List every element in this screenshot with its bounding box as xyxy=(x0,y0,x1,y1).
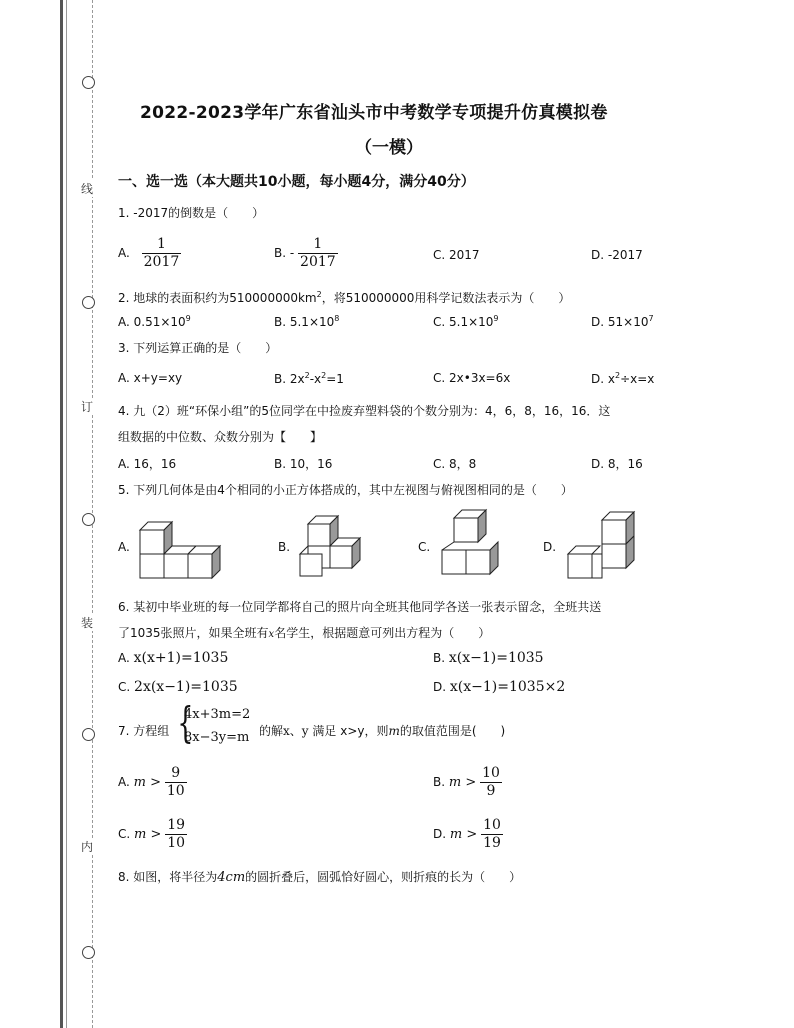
q7-c-fraction xyxy=(165,817,187,852)
q6-c-label: C. xyxy=(118,680,131,694)
q8-post: 的圆折叠后，圆弧恰好圆心，则折痕的长为（ ） xyxy=(245,870,522,884)
q7-a-den: 10 xyxy=(166,783,185,799)
q2-option-a[interactable] xyxy=(118,314,191,329)
q7-stem-rest xyxy=(259,722,505,739)
binding-char-ding: 订 xyxy=(81,400,94,414)
q7-equation-1: 4x+3m=2 xyxy=(184,707,251,722)
q8-value: 4cm xyxy=(217,870,246,885)
q4-option-d[interactable]: D. 8，16 xyxy=(591,457,643,471)
binding-hole xyxy=(82,513,95,526)
q1-a-numerator: 1 xyxy=(142,236,182,254)
q6-c-equation: 2x(x−1)=1035 xyxy=(134,679,238,695)
q5-option-a[interactable]: A. xyxy=(118,540,130,554)
q2-a-text: A. 0.51×10 xyxy=(118,315,186,329)
q2-b-sup: 8 xyxy=(334,314,340,323)
q2-stem-sup: 2 xyxy=(316,290,322,299)
q7-equation-2: 8x−3y=m xyxy=(184,730,250,745)
q7-mid1: 的解 xyxy=(259,724,284,738)
q2-option-d[interactable] xyxy=(591,314,654,329)
q4-option-a[interactable]: A. 16，16 xyxy=(118,457,177,471)
q7-a-lhs: m > xyxy=(133,775,161,790)
q2-stem-text: 2. 地球的表面积约为510000000km xyxy=(118,291,317,305)
q7-option-d[interactable] xyxy=(433,817,503,852)
q3-b-s1: 2 xyxy=(304,371,310,380)
q7-c-num: 19 xyxy=(167,817,186,833)
q5-option-c[interactable]: C. xyxy=(418,540,431,554)
q5-figure-c xyxy=(440,508,510,578)
q5-figure-a xyxy=(138,518,238,582)
q6-a-label: A. xyxy=(118,651,130,665)
q7-m: m xyxy=(388,724,400,738)
q7-b-den: 9 xyxy=(486,783,496,799)
q7-c-lhs: m > xyxy=(134,827,162,842)
q7-option-b[interactable] xyxy=(433,765,502,800)
q5-option-d[interactable]: D. xyxy=(543,540,557,554)
q3-b-t1: B. 2x xyxy=(274,372,305,386)
q3-d-sup: 2 xyxy=(614,371,621,380)
q4-stem-line1: 4. 九（2）班“环保小组”的5位同学在中捡废弃塑料袋的个数分别为：4，6，8，16，16．这 xyxy=(118,404,611,418)
q7-d-num: 10 xyxy=(483,817,501,833)
binding-hole xyxy=(82,728,95,741)
q7-a-label: A. xyxy=(118,775,130,789)
q7-stem-pre: 7. 方程组 xyxy=(118,724,170,738)
binding-bar-thin xyxy=(66,0,67,1028)
q4-stem-line2: 组数据的中位数、众数分别为【 】 xyxy=(118,430,323,444)
q7-d-den: 19 xyxy=(483,835,501,851)
q7-b-label: B. xyxy=(433,775,446,789)
q6-b-equation: x(x−1)=1035 xyxy=(448,650,544,666)
exam-subtitle: （一模） xyxy=(355,138,423,158)
q1-option-b[interactable] xyxy=(274,236,338,271)
q5-option-b[interactable]: B. xyxy=(278,540,291,554)
q6-line2-post: 名学生，根据题意可列出方程为（ ） xyxy=(274,626,491,640)
q7-vars: x、y xyxy=(283,724,309,738)
q1-a-label: A. xyxy=(118,246,130,260)
q3-option-a[interactable]: A. x+y=xy xyxy=(118,371,183,385)
q1-option-d[interactable]: D. -2017 xyxy=(591,248,643,262)
q2-option-c[interactable] xyxy=(433,314,499,329)
q1-option-c[interactable]: C. 2017 xyxy=(433,248,480,262)
q7-a-num: 9 xyxy=(165,765,187,783)
binding-char-nei: 内 xyxy=(81,840,94,854)
q3-option-d[interactable] xyxy=(591,371,654,386)
binding-char-zhuang: 装 xyxy=(81,616,94,630)
q5-figure-d xyxy=(566,510,646,580)
q5-figure-b xyxy=(298,512,378,578)
q3-option-b[interactable] xyxy=(274,371,344,386)
q2-a-sup: 9 xyxy=(185,314,191,323)
q8-pre: 8. 如图，将半径为 xyxy=(118,870,218,884)
q2-d-text: D. 51×10 xyxy=(591,315,649,329)
binding-bar xyxy=(60,0,63,1028)
section-heading: 一、选一选（本大题共10小题，每小题4分，满分40分） xyxy=(118,174,475,190)
q2-stem-tail: ，将510000000用科学记数法表示为（ ） xyxy=(321,291,571,305)
q5-stem: 5. 下列几何体是由4个相同的小正方体搭成的，其中左视图与俯视图相同的是（ ） xyxy=(118,483,573,497)
q6-option-a[interactable] xyxy=(118,650,228,666)
q4-option-b[interactable]: B. 10，16 xyxy=(274,457,333,471)
q1-b-fraction xyxy=(298,236,338,271)
q3-d-t2: ÷x=x xyxy=(620,372,655,386)
binding-margin xyxy=(0,0,100,1028)
q4-option-c[interactable]: C. 8，8 xyxy=(433,457,477,471)
q2-c-text: C. 5.1×10 xyxy=(433,315,494,329)
q2-b-text: B. 5.1×10 xyxy=(274,315,335,329)
q1-b-numerator: 1 xyxy=(298,236,338,254)
binding-hole xyxy=(82,76,95,89)
q7-a-fraction xyxy=(165,765,187,800)
q7-c-den: 10 xyxy=(167,835,186,851)
binding-hole xyxy=(82,946,95,959)
q6-a-equation: x(x+1)=1035 xyxy=(133,650,229,666)
exam-title: 2022-2023学年广东省汕头市中考数学专项提升仿真模拟卷 xyxy=(140,103,608,123)
q1-a-denominator: 2017 xyxy=(143,254,180,270)
q3-option-c[interactable]: C. 2x•3x=6x xyxy=(433,371,511,385)
q6-line2-pre: 了1035张照片，如果全班有 xyxy=(118,626,269,640)
q2-d-sup: 7 xyxy=(648,314,654,323)
q6-d-equation: x(x−1)=1035×2 xyxy=(449,679,566,695)
q3-b-s2: 2 xyxy=(321,371,327,380)
q6-b-label: B. xyxy=(433,651,446,665)
q8-stem xyxy=(118,868,521,885)
q1-b-denominator: 2017 xyxy=(300,254,336,270)
q7-mid2: 满足 x>y，则 xyxy=(312,724,389,738)
q7-d-fraction xyxy=(481,817,503,852)
binding-hole xyxy=(82,296,95,309)
q1-stem: 1. -2017的倒数是（ ） xyxy=(118,206,265,220)
binding-char-xian: 线 xyxy=(81,182,94,196)
q6-option-b[interactable] xyxy=(433,650,544,666)
q3-b-t2: -x xyxy=(309,372,322,386)
q1-a-fraction xyxy=(142,236,182,271)
q6-option-d[interactable] xyxy=(433,679,565,695)
q7-b-fraction xyxy=(480,765,502,800)
q1-b-label: B. - xyxy=(274,246,295,260)
q3-d-t1: D. x xyxy=(591,372,615,386)
q2-stem xyxy=(118,289,570,306)
q2-c-sup: 9 xyxy=(493,314,499,323)
q7-b-num: 10 xyxy=(482,765,500,781)
q3-b-t3: =1 xyxy=(326,372,344,386)
q7-d-label: D. xyxy=(433,827,447,841)
q7-b-lhs: m > xyxy=(448,775,477,790)
q6-variable-x: x xyxy=(268,629,275,640)
q1-option-a[interactable] xyxy=(118,236,181,271)
q7-brace: { xyxy=(177,698,194,747)
q7-d-lhs: m > xyxy=(449,827,478,842)
q7-option-c[interactable] xyxy=(118,817,187,852)
q7-post: 的取值范围是( ) xyxy=(399,724,506,738)
q7-option-a[interactable] xyxy=(118,765,187,800)
q7-c-label: C. xyxy=(118,827,131,841)
q6-d-label: D. xyxy=(433,680,447,694)
q6-stem-line1: 6. 某初中毕业班的每一位同学都将自己的照片向全班其他同学各送一张表示留念，全班共送 xyxy=(118,600,602,614)
q6-stem-line2 xyxy=(118,624,490,641)
q6-option-c[interactable] xyxy=(118,679,238,695)
q2-option-b[interactable] xyxy=(274,314,339,329)
q3-stem: 3. 下列运算正确的是（ ） xyxy=(118,341,278,355)
